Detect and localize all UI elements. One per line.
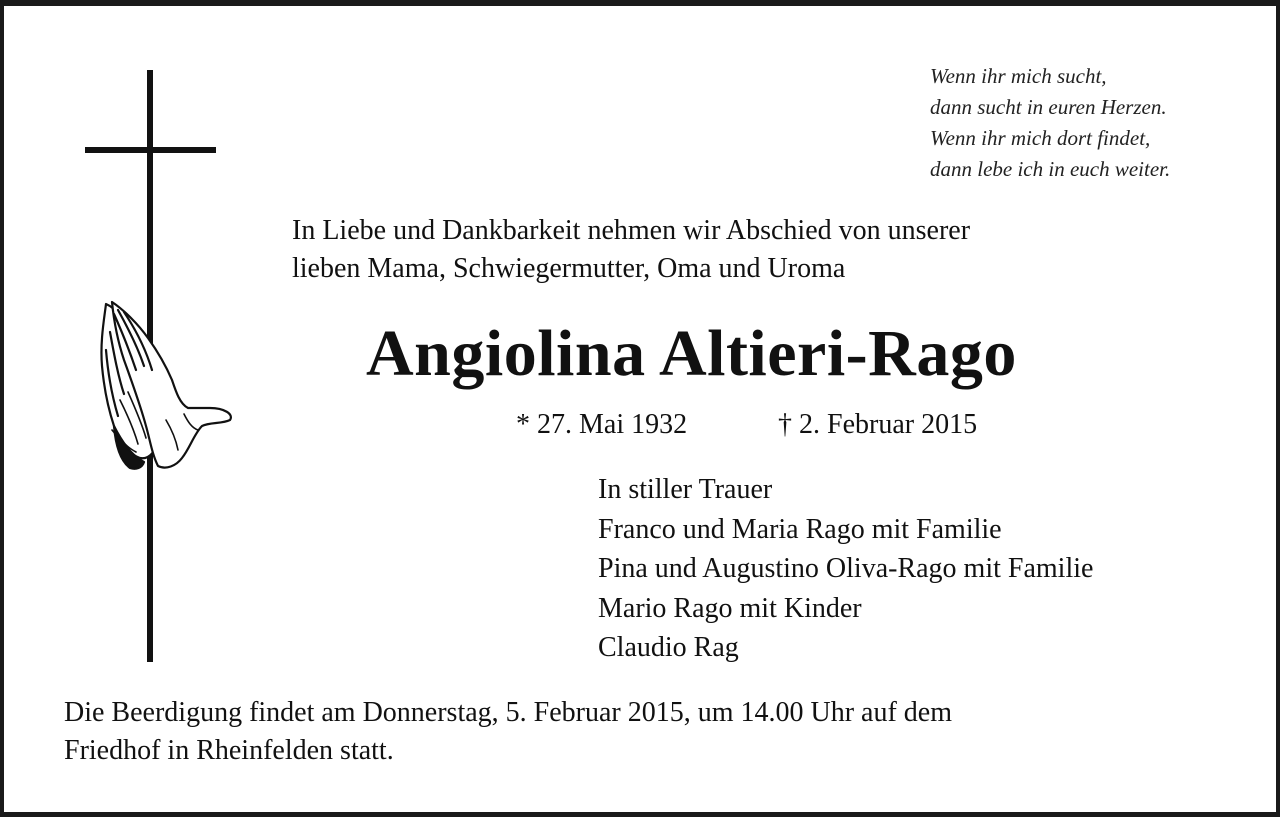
quote-line: Wenn ihr mich sucht, (930, 64, 1107, 88)
intro-line: In Liebe und Dankbarkeit nehmen wir Abschied von unserer (292, 215, 971, 246)
intro-text (292, 212, 970, 288)
death-date: † 2. Februar 2015 (778, 409, 978, 440)
quote-line: Wenn ihr mich dort findet, (930, 126, 1151, 150)
cross-icon (84, 70, 234, 662)
mourners-line: Claudio Rag (598, 632, 739, 663)
quote-block (930, 61, 1170, 185)
deceased-name: Angiolina Altieri-Rago (366, 317, 1017, 390)
birth-date: * 27. Mai 1932 (516, 409, 688, 440)
quote-line: dann lebe ich in euch weiter. (930, 157, 1171, 181)
quote-line: dann sucht in euren Herzen. (930, 95, 1167, 119)
mourners-line: In stiller Trauer (598, 474, 773, 505)
intro-line: lieben Mama, Schwiegermutter, Oma und Uroma (292, 253, 846, 284)
mourners-line: Pina und Augustino Oliva-Rago mit Familie (598, 553, 1094, 584)
praying-hands-icon (101, 302, 230, 469)
funeral-info (64, 694, 952, 770)
mourners-line: Franco und Maria Rago mit Familie (598, 513, 1002, 545)
mourners-list (598, 470, 1093, 668)
funeral-line: Die Beerdigung findet am Donnerstag, 5. Februar 2015, um 14.00 Uhr auf dem (64, 697, 953, 728)
mourners-line: Mario Rago mit Kinder (598, 592, 862, 624)
funeral-line: Friedhof in Rheinfelden statt. (64, 735, 394, 766)
